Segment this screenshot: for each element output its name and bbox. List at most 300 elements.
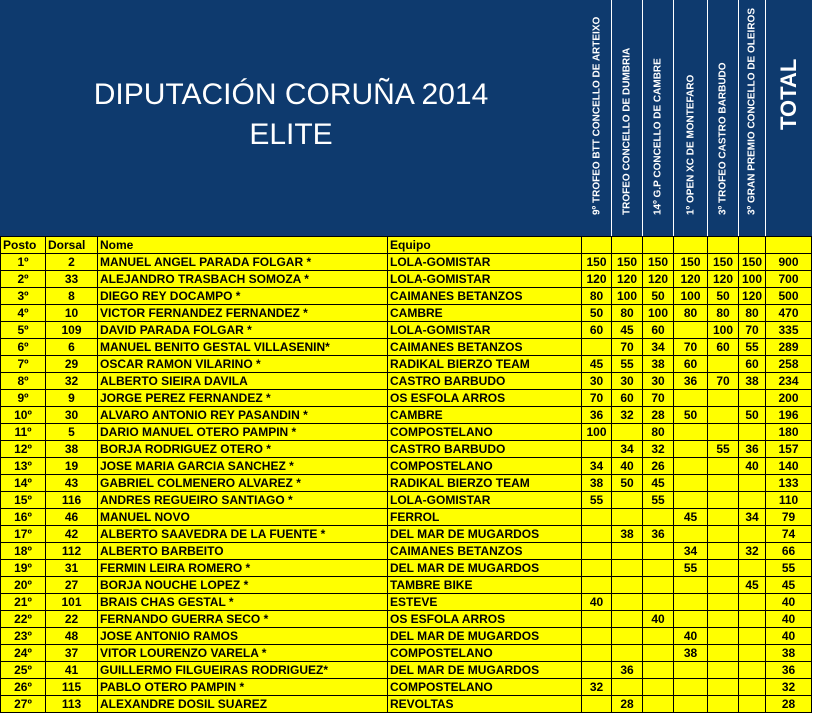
bib-cell: 19 bbox=[46, 458, 98, 475]
race-5-points bbox=[708, 594, 739, 611]
total-points: 900 bbox=[766, 254, 812, 271]
race-4-points: 80 bbox=[674, 305, 708, 322]
race-1-points bbox=[582, 560, 612, 577]
race-1-points: 34 bbox=[582, 458, 612, 475]
rank-cell: 25º bbox=[1, 662, 46, 679]
race-5-points bbox=[708, 424, 739, 441]
race-4-points: 70 bbox=[674, 339, 708, 356]
table-row bbox=[1, 339, 812, 356]
race-3-points bbox=[643, 662, 674, 679]
rank-cell: 3º bbox=[1, 288, 46, 305]
table-row bbox=[1, 662, 812, 679]
team-cell: CAIMANES BETANZOS bbox=[388, 339, 582, 356]
race-header-3 bbox=[643, 0, 674, 236]
team-cell: LOLA-GOMISTAR bbox=[388, 322, 582, 339]
total-points: 133 bbox=[766, 475, 812, 492]
col-header-race-6 bbox=[739, 237, 766, 254]
race-2-points: 150 bbox=[612, 254, 643, 271]
rank-cell: 12º bbox=[1, 441, 46, 458]
rank-cell: 8º bbox=[1, 373, 46, 390]
race-4-points: 38 bbox=[674, 645, 708, 662]
table-header-row bbox=[1, 237, 812, 254]
race-6-points: 45 bbox=[739, 577, 766, 594]
table-row bbox=[1, 305, 812, 322]
table-row bbox=[1, 560, 812, 577]
team-cell: ESTEVE bbox=[388, 594, 582, 611]
team-cell: DEL MAR DE MUGARDOS bbox=[388, 560, 582, 577]
table-row bbox=[1, 390, 812, 407]
page-title: DIPUTACIÓN CORUÑA 2014 bbox=[93, 78, 489, 111]
rank-cell: 5º bbox=[1, 322, 46, 339]
team-cell: COMPOSTELANO bbox=[388, 645, 582, 662]
race-1-points bbox=[582, 339, 612, 356]
race-3-points bbox=[643, 679, 674, 696]
rider-name-cell: ALVARO ANTONIO REY PASANDIN * bbox=[98, 407, 388, 424]
rider-name-cell: FERNANDO GUERRA SECO * bbox=[98, 611, 388, 628]
race-6-points: 32 bbox=[739, 543, 766, 560]
table-row bbox=[1, 492, 812, 509]
race-1-points bbox=[582, 696, 612, 713]
rider-name-cell: VITOR LOURENZO VARELA * bbox=[98, 645, 388, 662]
race-3-points: 30 bbox=[643, 373, 674, 390]
race-2-points bbox=[612, 509, 643, 526]
total-points: 74 bbox=[766, 526, 812, 543]
col-header-total bbox=[766, 237, 812, 254]
rank-cell: 27º bbox=[1, 696, 46, 713]
race-4-points: 50 bbox=[674, 407, 708, 424]
total-label: TOTAL bbox=[776, 58, 801, 130]
bib-cell: 31 bbox=[46, 560, 98, 577]
rider-name-cell: ANDRES REGUEIRO SANTIAGO * bbox=[98, 492, 388, 509]
col-header-equipo: Equipo bbox=[388, 237, 582, 254]
race-5-points bbox=[708, 696, 739, 713]
race-5-points bbox=[708, 560, 739, 577]
team-cell: COMPOSTELANO bbox=[388, 424, 582, 441]
rider-name-cell: ALBERTO SAAVEDRA DE LA FUENTE * bbox=[98, 526, 388, 543]
table-row bbox=[1, 611, 812, 628]
race-4-points: 34 bbox=[674, 543, 708, 560]
race-1-points: 100 bbox=[582, 424, 612, 441]
team-cell: DEL MAR DE MUGARDOS bbox=[388, 628, 582, 645]
bib-cell: 46 bbox=[46, 509, 98, 526]
race-5-points bbox=[708, 407, 739, 424]
race-1-points: 70 bbox=[582, 390, 612, 407]
race-name: TROFEO CONCELLO DE DUMBRIA bbox=[621, 47, 633, 215]
race-6-points: 34 bbox=[739, 509, 766, 526]
race-3-points: 50 bbox=[643, 288, 674, 305]
race-3-points bbox=[643, 509, 674, 526]
bib-cell: 10 bbox=[46, 305, 98, 322]
table-row bbox=[1, 322, 812, 339]
rank-cell: 21º bbox=[1, 594, 46, 611]
race-1-points: 150 bbox=[582, 254, 612, 271]
team-cell: OS ESFOLA ARROS bbox=[388, 611, 582, 628]
bib-cell: 9 bbox=[46, 390, 98, 407]
race-4-points bbox=[674, 611, 708, 628]
total-points: 32 bbox=[766, 679, 812, 696]
race-4-points bbox=[674, 390, 708, 407]
team-cell: LOLA-GOMISTAR bbox=[388, 271, 582, 288]
race-1-points bbox=[582, 611, 612, 628]
race-6-points bbox=[739, 594, 766, 611]
rank-cell: 18º bbox=[1, 543, 46, 560]
race-6-points: 120 bbox=[739, 288, 766, 305]
rank-cell: 13º bbox=[1, 458, 46, 475]
bib-cell: 30 bbox=[46, 407, 98, 424]
race-3-points: 34 bbox=[643, 339, 674, 356]
bib-cell: 38 bbox=[46, 441, 98, 458]
race-5-points bbox=[708, 543, 739, 560]
table-row bbox=[1, 679, 812, 696]
race-4-points bbox=[674, 662, 708, 679]
race-3-points: 28 bbox=[643, 407, 674, 424]
race-2-points bbox=[612, 679, 643, 696]
bib-cell: 22 bbox=[46, 611, 98, 628]
race-4-points: 150 bbox=[674, 254, 708, 271]
race-6-points bbox=[739, 645, 766, 662]
race-5-points: 100 bbox=[708, 322, 739, 339]
race-5-points bbox=[708, 390, 739, 407]
rank-cell: 14º bbox=[1, 475, 46, 492]
table-row bbox=[1, 628, 812, 645]
bib-cell: 2 bbox=[46, 254, 98, 271]
race-6-points bbox=[739, 475, 766, 492]
total-points: 700 bbox=[766, 271, 812, 288]
rank-cell: 1º bbox=[1, 254, 46, 271]
total-header bbox=[766, 0, 813, 236]
race-1-points bbox=[582, 526, 612, 543]
team-cell: DEL MAR DE MUGARDOS bbox=[388, 526, 582, 543]
rider-name-cell: OSCAR RAMON VILARINO * bbox=[98, 356, 388, 373]
rider-name-cell: ALBERTO SIEIRA DAVILA bbox=[98, 373, 388, 390]
race-2-points bbox=[612, 492, 643, 509]
race-1-points bbox=[582, 543, 612, 560]
rider-name-cell: BORJA RODRIGUEZ OTERO * bbox=[98, 441, 388, 458]
race-2-points: 70 bbox=[612, 339, 643, 356]
race-2-points bbox=[612, 560, 643, 577]
team-cell: CASTRO BARBUDO bbox=[388, 373, 582, 390]
table-row bbox=[1, 441, 812, 458]
race-6-points: 80 bbox=[739, 305, 766, 322]
race-2-points: 55 bbox=[612, 356, 643, 373]
race-name: 3º TROFEO CASTRO BARBUDO bbox=[717, 62, 729, 215]
race-3-points: 40 bbox=[643, 611, 674, 628]
total-points: 38 bbox=[766, 645, 812, 662]
bib-cell: 112 bbox=[46, 543, 98, 560]
race-6-points bbox=[739, 679, 766, 696]
table-row bbox=[1, 577, 812, 594]
rank-cell: 23º bbox=[1, 628, 46, 645]
rank-cell: 19º bbox=[1, 560, 46, 577]
team-cell: RADIKAL BIERZO TEAM bbox=[388, 475, 582, 492]
rider-name-cell: GABRIEL COLMENERO ALVAREZ * bbox=[98, 475, 388, 492]
rank-cell: 22º bbox=[1, 611, 46, 628]
race-3-points: 32 bbox=[643, 441, 674, 458]
race-4-points bbox=[674, 526, 708, 543]
rank-cell: 6º bbox=[1, 339, 46, 356]
team-cell: OS ESFOLA ARROS bbox=[388, 390, 582, 407]
table-row bbox=[1, 254, 812, 271]
race-header-5 bbox=[708, 0, 739, 236]
rank-cell: 7º bbox=[1, 356, 46, 373]
race-5-points: 60 bbox=[708, 339, 739, 356]
race-name: 9º TROFEO BTT CONCELLO DE ARTEIXO bbox=[591, 16, 602, 215]
total-points: 40 bbox=[766, 611, 812, 628]
rider-name-cell: GUILLERMO FILGUEIRAS RODRIGUEZ* bbox=[98, 662, 388, 679]
team-cell: CAMBRE bbox=[388, 407, 582, 424]
race-4-points: 45 bbox=[674, 509, 708, 526]
race-4-points: 120 bbox=[674, 271, 708, 288]
col-header-race-1 bbox=[582, 237, 612, 254]
race-3-points: 80 bbox=[643, 424, 674, 441]
race-5-points: 150 bbox=[708, 254, 739, 271]
rider-name-cell: VICTOR FERNANDEZ FERNANDEZ * bbox=[98, 305, 388, 322]
rank-cell: 10º bbox=[1, 407, 46, 424]
rider-name-cell: JORGE PEREZ FERNANDEZ * bbox=[98, 390, 388, 407]
rider-name-cell: MANUEL NOVO bbox=[98, 509, 388, 526]
race-2-points: 30 bbox=[612, 373, 643, 390]
race-name: 1º OPEN XC DE MONTEFARO bbox=[685, 74, 696, 215]
race-1-points: 80 bbox=[582, 288, 612, 305]
race-5-points bbox=[708, 662, 739, 679]
race-5-points bbox=[708, 509, 739, 526]
table-row bbox=[1, 424, 812, 441]
race-4-points bbox=[674, 475, 708, 492]
race-3-points bbox=[643, 577, 674, 594]
race-name: 3º GRAN PREMIO CONCELLO DE OLEIROS bbox=[746, 7, 758, 215]
total-points: 45 bbox=[766, 577, 812, 594]
total-points: 180 bbox=[766, 424, 812, 441]
col-header-race-3 bbox=[643, 237, 674, 254]
rank-cell: 17º bbox=[1, 526, 46, 543]
race-2-points: 32 bbox=[612, 407, 643, 424]
team-cell: DEL MAR DE MUGARDOS bbox=[388, 662, 582, 679]
category-title: ELITE bbox=[249, 118, 333, 151]
race-2-points: 120 bbox=[612, 271, 643, 288]
race-1-points bbox=[582, 662, 612, 679]
rank-cell: 20º bbox=[1, 577, 46, 594]
race-6-points: 40 bbox=[739, 458, 766, 475]
race-1-points: 40 bbox=[582, 594, 612, 611]
race-2-points bbox=[612, 645, 643, 662]
rider-name-cell: JOSE MARIA GARCIA SANCHEZ * bbox=[98, 458, 388, 475]
race-5-points bbox=[708, 611, 739, 628]
team-cell: CAIMANES BETANZOS bbox=[388, 543, 582, 560]
race-5-points bbox=[708, 475, 739, 492]
bib-cell: 32 bbox=[46, 373, 98, 390]
total-points: 36 bbox=[766, 662, 812, 679]
rider-name-cell: ALEXANDRE DOSIL SUAREZ bbox=[98, 696, 388, 713]
race-2-points: 45 bbox=[612, 322, 643, 339]
rank-cell: 15º bbox=[1, 492, 46, 509]
team-cell: RADIKAL BIERZO TEAM bbox=[388, 356, 582, 373]
race-4-points bbox=[674, 594, 708, 611]
rider-name-cell: ALEJANDRO TRASBACH SOMOZA * bbox=[98, 271, 388, 288]
bib-cell: 42 bbox=[46, 526, 98, 543]
race-4-points bbox=[674, 441, 708, 458]
race-4-points bbox=[674, 424, 708, 441]
race-3-points bbox=[643, 594, 674, 611]
race-1-points: 32 bbox=[582, 679, 612, 696]
rank-cell: 4º bbox=[1, 305, 46, 322]
race-3-points bbox=[643, 645, 674, 662]
rank-cell: 2º bbox=[1, 271, 46, 288]
col-header-race-2 bbox=[612, 237, 643, 254]
race-5-points: 50 bbox=[708, 288, 739, 305]
col-header-posto: Posto bbox=[1, 237, 46, 254]
race-5-points bbox=[708, 526, 739, 543]
race-6-points: 36 bbox=[739, 441, 766, 458]
team-cell: CAIMANES BETANZOS bbox=[388, 288, 582, 305]
race-4-points: 100 bbox=[674, 288, 708, 305]
race-4-points bbox=[674, 696, 708, 713]
rider-name-cell: BORJA NOUCHE LOPEZ * bbox=[98, 577, 388, 594]
race-5-points: 70 bbox=[708, 373, 739, 390]
title-banner bbox=[0, 0, 582, 236]
race-5-points bbox=[708, 577, 739, 594]
race-6-points: 50 bbox=[739, 407, 766, 424]
table-row bbox=[1, 526, 812, 543]
bib-cell: 101 bbox=[46, 594, 98, 611]
race-6-points bbox=[739, 696, 766, 713]
race-3-points: 100 bbox=[643, 305, 674, 322]
table-row bbox=[1, 475, 812, 492]
race-2-points bbox=[612, 424, 643, 441]
race-6-points bbox=[739, 492, 766, 509]
race-1-points bbox=[582, 441, 612, 458]
total-points: 40 bbox=[766, 594, 812, 611]
rider-name-cell: DAVID PARADA FOLGAR * bbox=[98, 322, 388, 339]
team-cell: FERROL bbox=[388, 509, 582, 526]
race-1-points: 55 bbox=[582, 492, 612, 509]
race-2-points bbox=[612, 594, 643, 611]
bib-cell: 5 bbox=[46, 424, 98, 441]
race-4-points bbox=[674, 322, 708, 339]
race-4-points bbox=[674, 492, 708, 509]
race-3-points: 36 bbox=[643, 526, 674, 543]
race-4-points bbox=[674, 679, 708, 696]
race-1-points: 45 bbox=[582, 356, 612, 373]
race-2-points bbox=[612, 611, 643, 628]
race-4-points: 40 bbox=[674, 628, 708, 645]
bib-cell: 8 bbox=[46, 288, 98, 305]
race-2-points: 34 bbox=[612, 441, 643, 458]
table-row bbox=[1, 696, 812, 713]
race-1-points: 36 bbox=[582, 407, 612, 424]
race-4-points: 36 bbox=[674, 373, 708, 390]
race-3-points bbox=[643, 628, 674, 645]
race-1-points bbox=[582, 509, 612, 526]
total-points: 196 bbox=[766, 407, 812, 424]
race-5-points bbox=[708, 458, 739, 475]
race-2-points: 100 bbox=[612, 288, 643, 305]
total-points: 289 bbox=[766, 339, 812, 356]
race-5-points bbox=[708, 356, 739, 373]
race-2-points: 38 bbox=[612, 526, 643, 543]
bib-cell: 37 bbox=[46, 645, 98, 662]
race-4-points: 60 bbox=[674, 356, 708, 373]
bib-cell: 115 bbox=[46, 679, 98, 696]
table-row bbox=[1, 288, 812, 305]
table-row bbox=[1, 594, 812, 611]
race-2-points bbox=[612, 628, 643, 645]
race-1-points bbox=[582, 628, 612, 645]
table-row bbox=[1, 543, 812, 560]
total-points: 40 bbox=[766, 628, 812, 645]
race-6-points: 38 bbox=[739, 373, 766, 390]
race-6-points: 150 bbox=[739, 254, 766, 271]
bib-cell: 43 bbox=[46, 475, 98, 492]
bib-cell: 109 bbox=[46, 322, 98, 339]
total-points: 110 bbox=[766, 492, 812, 509]
race-6-points: 70 bbox=[739, 322, 766, 339]
race-1-points: 60 bbox=[582, 322, 612, 339]
col-header-race-4 bbox=[674, 237, 708, 254]
table-row bbox=[1, 356, 812, 373]
team-cell: LOLA-GOMISTAR bbox=[388, 492, 582, 509]
rider-name-cell: MANUEL BENITO GESTAL VILLASENIN* bbox=[98, 339, 388, 356]
race-6-points: 100 bbox=[739, 271, 766, 288]
total-points: 500 bbox=[766, 288, 812, 305]
col-header-dorsal: Dorsal bbox=[46, 237, 98, 254]
race-5-points bbox=[708, 645, 739, 662]
race-3-points: 38 bbox=[643, 356, 674, 373]
rank-cell: 11º bbox=[1, 424, 46, 441]
race-1-points: 30 bbox=[582, 373, 612, 390]
race-3-points: 120 bbox=[643, 271, 674, 288]
col-header-nome: Nome bbox=[98, 237, 388, 254]
total-points: 157 bbox=[766, 441, 812, 458]
table-row bbox=[1, 373, 812, 390]
bib-cell: 41 bbox=[46, 662, 98, 679]
rider-name-cell: DIEGO REY DOCAMPO * bbox=[98, 288, 388, 305]
rank-cell: 26º bbox=[1, 679, 46, 696]
race-header-2 bbox=[612, 0, 643, 236]
team-cell: TAMBRE BIKE bbox=[388, 577, 582, 594]
total-points: 335 bbox=[766, 322, 812, 339]
race-4-points bbox=[674, 577, 708, 594]
race-2-points: 36 bbox=[612, 662, 643, 679]
race-5-points bbox=[708, 679, 739, 696]
race-header-4 bbox=[674, 0, 708, 236]
table-row bbox=[1, 645, 812, 662]
race-5-points bbox=[708, 492, 739, 509]
bib-cell: 6 bbox=[46, 339, 98, 356]
results-table bbox=[0, 236, 812, 713]
rider-name-cell: MANUEL ANGEL PARADA FOLGAR * bbox=[98, 254, 388, 271]
race-6-points bbox=[739, 560, 766, 577]
race-1-points bbox=[582, 577, 612, 594]
race-2-points: 80 bbox=[612, 305, 643, 322]
team-cell: LOLA-GOMISTAR bbox=[388, 254, 582, 271]
total-points: 140 bbox=[766, 458, 812, 475]
race-1-points: 120 bbox=[582, 271, 612, 288]
total-points: 258 bbox=[766, 356, 812, 373]
race-5-points: 55 bbox=[708, 441, 739, 458]
rank-cell: 24º bbox=[1, 645, 46, 662]
race-3-points: 55 bbox=[643, 492, 674, 509]
total-points: 79 bbox=[766, 509, 812, 526]
team-cell: COMPOSTELANO bbox=[388, 679, 582, 696]
race-2-points: 50 bbox=[612, 475, 643, 492]
race-3-points: 150 bbox=[643, 254, 674, 271]
race-3-points: 60 bbox=[643, 322, 674, 339]
race-1-points bbox=[582, 645, 612, 662]
race-5-points bbox=[708, 628, 739, 645]
team-cell: CAMBRE bbox=[388, 305, 582, 322]
team-cell: REVOLTAS bbox=[388, 696, 582, 713]
race-2-points bbox=[612, 577, 643, 594]
